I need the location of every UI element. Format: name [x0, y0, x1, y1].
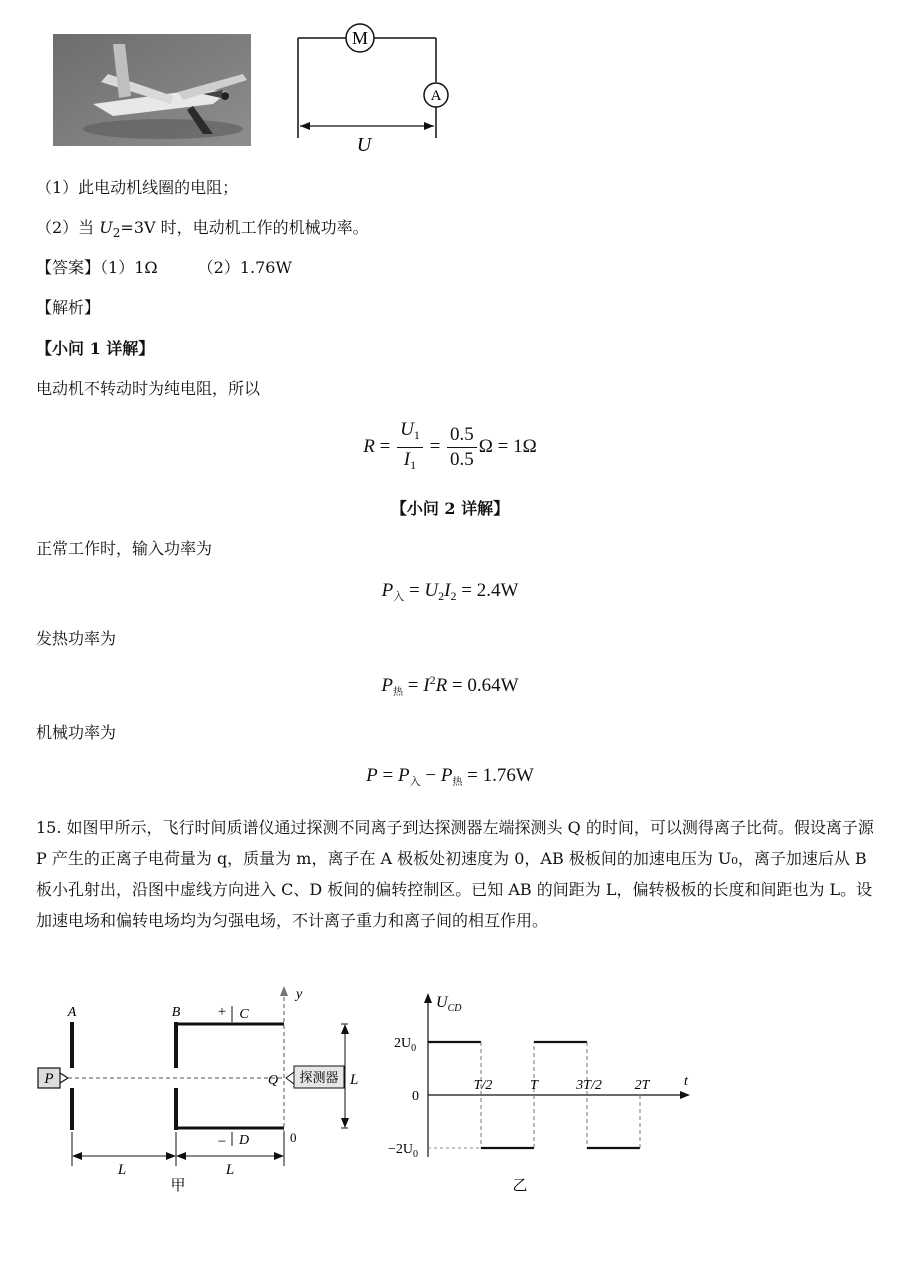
tick-2u0: $2U_0$ [394, 1036, 417, 1054]
equation-mechanical-power: $P = P_入 - P_热 = 1.76W$ [366, 765, 534, 788]
dim-l-vertical: L [350, 1072, 359, 1088]
sub2-heading: 【小问 2 详解】 [390, 499, 510, 518]
eq2-sup: 2 [429, 673, 436, 687]
sub2-text2: 发热功率为 [36, 629, 117, 648]
answer-part2: （2）1.76W [197, 258, 292, 277]
question-2 [36, 217, 369, 244]
question-2-var: U [99, 218, 113, 237]
equation-resistance: R = $\frac{U_1}{I_1}$ = $\frac{0.5}{0.5}$ Ω = 1Ω [0, 418, 900, 477]
label-y: y [296, 987, 303, 1002]
detector-label: 探测器 [299, 1071, 339, 1086]
sub1-text: 电动机不转动时为纯电阻，所以 [36, 379, 261, 398]
caption-jia: 甲 [170, 1176, 186, 1194]
eq-r: R [363, 435, 375, 457]
airplane-photo [53, 34, 251, 146]
eq3-p2-sub: 热 [452, 777, 463, 788]
eq-i1-sub: 1 [410, 458, 417, 472]
eq3-p2: P [440, 765, 453, 786]
tick-zero: 0 [412, 1089, 419, 1104]
question-2-pre: （2）当 [36, 218, 100, 237]
caption-yi: 乙 [512, 1176, 528, 1194]
sub1-heading: 【小问 1 详解】 [36, 339, 155, 358]
label-minus: − [217, 1134, 227, 1150]
label-origin: 0 [290, 1130, 297, 1145]
sub2-text1: 正常工作时，输入功率为 [36, 539, 213, 558]
eq1-p: P [381, 580, 394, 601]
eq2-i: I [423, 675, 430, 696]
label-a: A [67, 1005, 77, 1020]
x-axis-label: t [684, 1074, 688, 1089]
answer-part1: （1）1Ω [100, 258, 158, 277]
question-2-sub: 2 [112, 226, 121, 240]
answer-line [36, 257, 292, 279]
question-2-post: =3V 时，电动机工作的机械功率。 [120, 218, 369, 237]
analysis-label: 【解析】 [36, 298, 101, 317]
eq1-p-sub: 入 [393, 590, 405, 603]
eq1-u-sub: 2 [438, 589, 445, 603]
label-c: C [239, 1007, 249, 1022]
motor-label: M [351, 28, 369, 48]
eq2-value: = 0.64W [451, 675, 519, 696]
question-1: （1）此电动机线圈的电阻； [36, 178, 239, 197]
x-tick-label: T [530, 1078, 538, 1093]
eq2-p: P [381, 675, 394, 696]
eq1-i: I [444, 580, 451, 601]
airplane-photo-art [53, 34, 251, 146]
label-q: Q [268, 1073, 279, 1088]
x-tick-label: T/2 [473, 1078, 493, 1093]
eq2-r: R [435, 675, 448, 696]
eq3-value: = 1.76W [467, 765, 534, 786]
equation-input-power: $P_入 = U_2I_2 = 2.4W$ [381, 580, 519, 603]
sub2-text3: 机械功率为 [36, 723, 117, 742]
equation-heat-power: $P_热 = I^2R = 0.64W$ [381, 673, 519, 698]
figure-jia [36, 980, 376, 1195]
eq-i1: I [403, 449, 411, 470]
eq-den-0.5: 0.5 [450, 449, 474, 470]
eq2-p-sub: 热 [393, 687, 404, 698]
dim-l-plates: L [225, 1162, 235, 1178]
voltage-label: U [356, 134, 372, 156]
eq1-i-sub: 2 [450, 589, 457, 603]
x-tick-label: 3T/2 [576, 1078, 602, 1093]
x-tick-label: 2T [634, 1078, 650, 1093]
label-d: D [238, 1133, 250, 1148]
ammeter-label: A [430, 88, 442, 104]
y-axis-label: $U_{CD}$ [436, 994, 462, 1014]
eq-fraction-u1-i1 [397, 418, 423, 477]
label-p: P [44, 1071, 54, 1087]
label-plus: + [217, 1004, 227, 1020]
tick-neg-2u0: $-2U_0$ [388, 1142, 419, 1160]
circuit-diagram [290, 20, 460, 160]
label-b: B [171, 1005, 181, 1020]
eq-fraction-numbers [447, 423, 477, 472]
answer-label: 【答案】 [36, 258, 101, 277]
eq-resistance-tail: Ω = 1Ω [478, 435, 537, 457]
eq1-value: = 2.4W [461, 580, 519, 601]
eq-u1-sub: 1 [413, 428, 420, 442]
eq-u1: U [400, 419, 414, 440]
eq1-u: U [424, 580, 439, 601]
problem-15-text: 15. 如图甲所示，飞行时间质谱仪通过探测不同离子到达探测器左端探测头 Q 的时间，可以测得离子比荷。假设离子源 P 产生的正离子电荷量为 q，质量为 m，离子在 A 极板处初速度为 0，AB 极板间的加速电压为 U₀，离子加速后从 B 板小孔射出，沿图中虚线方向进入 C、D 板间的偏转控制区。已知 AB 的间距为 L，偏转极板的长度和间距也为 L。设加速电场和偏转电场均为匀强电场，不计离子重力和离子间的相互作用。 [36, 818, 874, 930]
eq3-p: P [366, 765, 378, 786]
eq-num-0.5: 0.5 [447, 423, 477, 448]
eq3-p1-sub: 入 [409, 775, 421, 788]
dim-l-ab: L [117, 1162, 127, 1178]
eq3-p1: P [397, 765, 410, 786]
figure-yi [386, 985, 706, 1195]
